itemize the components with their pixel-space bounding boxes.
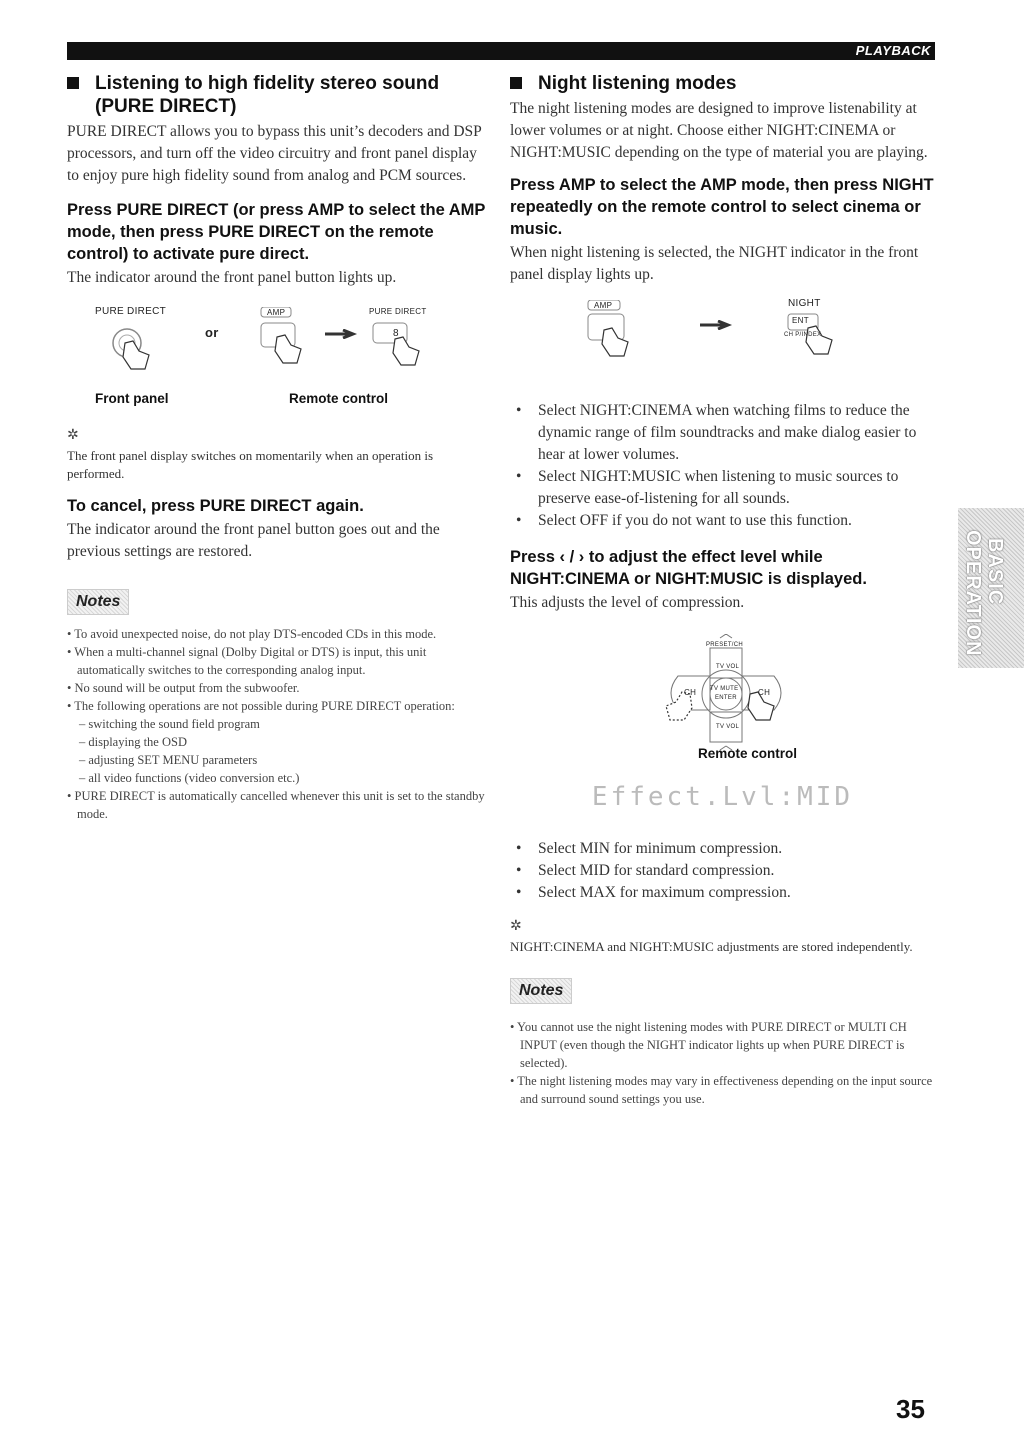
pure-direct-step-heading: Press PURE DIRECT (or press AMP to select the AMP mode, then press PURE DIRECT on the remote control) to activate pure direct. [67, 201, 486, 263]
note-item: • The night listening modes may vary in effectiveness depending on the input source and surround sound settings you use. [510, 1074, 933, 1106]
night-mode-bullets [510, 400, 935, 532]
remote-key-number: 8 [393, 328, 399, 339]
note-item: • The following operations are not possible during PURE DIRECT operation: [67, 699, 455, 713]
preset-ch-label: PRESET/CH [706, 642, 744, 648]
cancel-text: The indicator around the front panel button goes out and the previous settings are restored. [67, 521, 440, 560]
side-tab-line1: BASIC [984, 538, 1006, 606]
tv-vol-down-label: TV VOL [716, 724, 740, 730]
note-item: • To avoid unexpected noise, do not play DTS-encoded CDs in this mode. [67, 627, 437, 641]
or-label: or [205, 325, 219, 340]
cancel-heading: To cancel, press PURE DIRECT again. [67, 497, 364, 515]
ent-label: ENT [792, 316, 809, 325]
night-heading: Night listening modes [510, 72, 935, 95]
note-item: • You cannot use the night listening modes with PURE DIRECT or MULTI CH INPUT (even though the NIGHT indicator lights up when PURE DIRECT is selected). [510, 1020, 907, 1070]
heading-square-icon [510, 77, 522, 89]
chp-index-label: CH P/INDEX [784, 332, 822, 338]
remote-night-key-icon [778, 310, 858, 374]
list-item: • Select NIGHT:MUSIC when listening to music sources to preserve ease-of-listening for all sounds. [510, 466, 935, 510]
tip-icon: ✲ [67, 428, 79, 443]
remote-amp-key-icon [580, 300, 650, 366]
sub-note-item: – adjusting SET MENU parameters [79, 753, 258, 767]
sub-note-item: – switching the sound field program [79, 717, 260, 731]
remote-pure-direct-label: PURE DIRECT [369, 307, 427, 316]
tv-mute-label: TV MUTE [710, 686, 739, 692]
header-bar [67, 42, 935, 60]
night-tip: NIGHT:CINEMA and NIGHT:MUSIC adjustments are stored independently. [510, 939, 913, 954]
list-item: • Select MAX for maximum compression. [510, 882, 935, 904]
night-figure [510, 296, 935, 386]
night-label: NIGHT [788, 298, 821, 309]
arrow-icon [325, 329, 359, 339]
remote-amp-key-icon [255, 307, 325, 367]
pure-direct-heading: Listening to high fidelity stereo sound (PURE DIRECT) [67, 72, 487, 118]
heading-square-icon [67, 77, 79, 89]
front-panel-button-label: PURE DIRECT [95, 306, 167, 317]
remote-amp-label: AMP [267, 308, 286, 317]
remote-pure-direct-key-icon [369, 319, 439, 379]
adjust-text: This adjusts the level of compression. [510, 594, 745, 611]
list-item: • Select OFF if you do not want to use this function. [510, 510, 935, 532]
left-notes-list [67, 625, 487, 823]
note-item: • No sound will be output from the subwoofer. [67, 681, 300, 695]
front-panel-display: Effect.Lvl:MID [591, 782, 854, 812]
front-panel-caption: Front panel [95, 391, 169, 406]
list-item: • Select NIGHT:CINEMA when watching films to reduce the dynamic range of film soundtracks and make dialog easier to hear at lower volumes. [510, 400, 935, 466]
notes-badge: Notes [510, 978, 572, 1004]
left-column [67, 72, 487, 823]
notes-badge: Notes [67, 589, 129, 615]
list-item: • Select MID for standard compression. [510, 860, 935, 882]
remote-cursor-figure [510, 628, 935, 778]
remote-cursor-pad-icon [650, 634, 820, 754]
pure-direct-intro: PURE DIRECT allows you to bypass this unit’s decoders and DSP processors, and turn off the video circuitry and front panel display to enjoy pure high fidelity sound from analog and PCM sources. [67, 123, 482, 184]
ch-right-label: CH [758, 688, 771, 697]
left-notes [67, 589, 487, 823]
page-number: 35 [896, 1394, 925, 1424]
remote-control-caption: Remote control [289, 391, 389, 406]
remote-control-caption: Remote control [698, 746, 798, 761]
sub-note-item: – displaying the OSD [79, 735, 187, 749]
night-step-text: When night listening is selected, the NIGHT indicator in the front panel display lights up. [510, 244, 919, 283]
compression-bullets [510, 838, 935, 904]
right-notes-list [510, 1018, 935, 1108]
tip-icon: ✲ [510, 919, 522, 934]
ch-left-label: CH [684, 688, 697, 697]
sub-note-item: – all video functions (video conversion etc.) [79, 771, 300, 785]
night-intro: The night listening modes are designed to improve listenability at lower volumes or at night. Choose either NIGHT:CINEMA or NIGHT:MUSIC depending on the type of material you are playing. [510, 100, 928, 161]
note-item: • When a multi-channel signal (Dolby Digital or DTS) is input, this unit automatically switches to the corresponding analog input. [67, 645, 427, 677]
tv-vol-up-label: TV VOL [716, 664, 740, 670]
section-tag: PLAYBACK [855, 43, 931, 58]
pure-direct-tip: The front panel display switches on momentarily when an operation is performed. [67, 448, 434, 481]
enter-label: ENTER [715, 695, 737, 701]
side-tab-line2: OPERATION [962, 530, 984, 657]
pure-direct-figure [67, 303, 487, 413]
note-item: • PURE DIRECT is automatically cancelled whenever this unit is set to the standby mode. [67, 789, 485, 821]
arrow-icon [700, 320, 734, 330]
right-column [510, 72, 935, 1108]
list-item: • Select MIN for minimum compression. [510, 838, 935, 860]
night-step-heading: Press AMP to select the AMP mode, then press NIGHT repeatedly on the remote control to select cinema or music. [510, 176, 934, 238]
remote-amp-label: AMP [594, 301, 613, 310]
front-panel-button-icon [107, 323, 167, 373]
side-section-tab [958, 508, 1024, 668]
pure-direct-step-text: The indicator around the front panel button lights up. [67, 269, 397, 286]
right-notes [510, 978, 935, 1108]
adjust-heading: Press ‹ / › to adjust the effect level while NIGHT:CINEMA or NIGHT:MUSIC is displayed. [510, 548, 867, 588]
